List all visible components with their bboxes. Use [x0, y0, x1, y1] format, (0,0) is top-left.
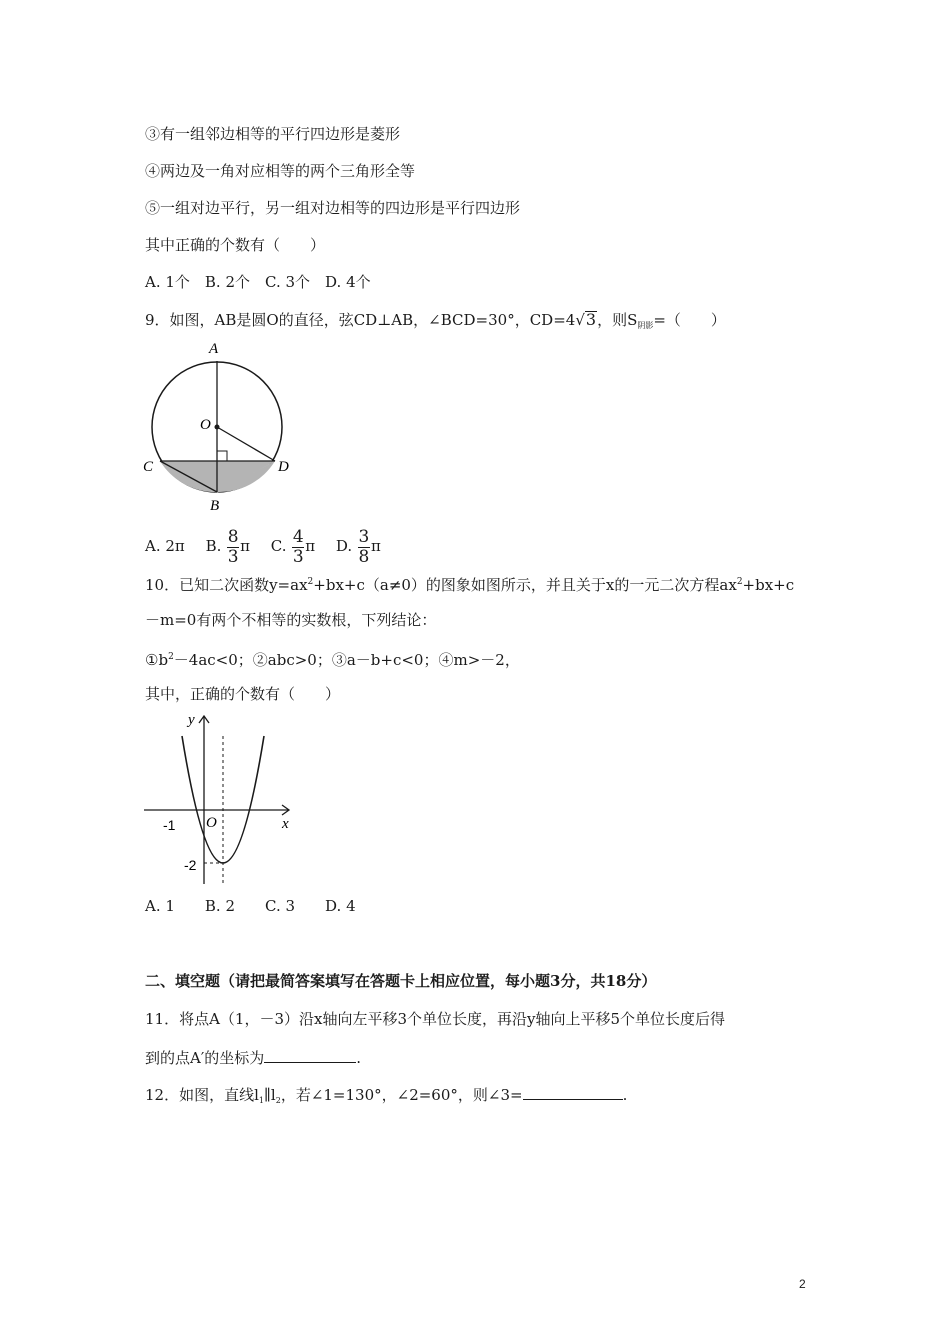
label-neg2: -2 [184, 857, 197, 873]
pi-c: π [305, 537, 316, 555]
q9-frac-c [292, 526, 304, 567]
q10-parabola-figure [140, 708, 300, 888]
frac-den: 3 [292, 546, 304, 567]
label-origin: O [206, 815, 217, 831]
q12-b: ∥l [263, 1086, 276, 1104]
label-b: B [210, 498, 220, 514]
q11-period: . [356, 1049, 362, 1067]
center-dot [215, 425, 220, 430]
pi-b: π [240, 537, 250, 555]
label-d: D [278, 459, 289, 475]
q10-line-2: －m=0有两个不相等的实数根，下列结论： [145, 611, 437, 629]
q10-l3-a: ①b [145, 651, 169, 669]
q10-line-4: 其中，正确的个数有（ ） [145, 685, 341, 703]
statement-4: ④两边及一角对应相等的两个三角形全等 [145, 162, 416, 180]
q9-options [145, 526, 381, 566]
q10-line-1 [145, 572, 794, 595]
q10-options: A. 1 B. 2 C. 3 D. 4 [145, 897, 356, 915]
q10-l1-c: +bx+c [742, 576, 795, 594]
sub-2: 2 [275, 1096, 281, 1105]
frac-num: 4 [292, 526, 304, 547]
q11-l2-text: 到的点A′的坐标为 [145, 1049, 265, 1067]
frac-den: 3 [227, 546, 239, 567]
q9-option-b-label: B. [205, 537, 222, 555]
q11-line-2 [145, 1046, 361, 1068]
q9-stem-a: 9．如图，AB是圆O的直径，弦CD⊥AB，∠BCD=30°，CD=4 [145, 311, 576, 329]
q9-stem [145, 310, 726, 336]
pi-d: π [370, 537, 381, 555]
label-x: x [282, 816, 289, 832]
label-y: y [188, 712, 195, 728]
q12-c: ，若∠1=130°，∠2=60°，则∠3= [280, 1086, 523, 1104]
q10-line-3 [145, 647, 520, 670]
sub-1: 1 [258, 1096, 264, 1105]
label-c: C [143, 459, 154, 475]
q9-circle-figure [140, 335, 300, 515]
section2-heading: 二、填空题（请把最简答案填写在答题卡上相应位置，每小题3分，共18分） [145, 972, 657, 990]
frac-num: 3 [358, 526, 370, 547]
label-neg1: -1 [163, 817, 176, 833]
q9-stem-b: ，则S [597, 311, 638, 329]
q11-answer-blank[interactable] [264, 1046, 356, 1063]
q12-period: . [622, 1086, 628, 1104]
segment-od [217, 427, 275, 461]
q10-l1-a: 10．已知二次函数y=ax [145, 576, 308, 594]
q12-answer-blank[interactable] [523, 1083, 623, 1100]
q9-frac-b [227, 526, 239, 567]
q9-frac-d [358, 526, 370, 567]
q9-option-c-label: C. [270, 537, 287, 555]
q10-l3-b: －4ac<0；②abc>0；③a－b+c<0；④m>－2， [173, 651, 520, 669]
q9-sqrt-arg: 3 [585, 310, 597, 329]
sup-2: 2 [307, 577, 314, 587]
statement-5: ⑤一组对边平行，另一组对边相等的四边形是平行四边形 [145, 199, 521, 217]
frac-den: 8 [358, 546, 370, 567]
q9-option-a: A. 2π [145, 537, 185, 555]
q9-sub: 阴影 [637, 321, 654, 330]
q12-line [145, 1083, 627, 1111]
q9-stem-c: =（ ） [653, 311, 726, 329]
statement-3: ③有一组邻边相等的平行四边形是菱形 [145, 125, 401, 143]
q12-a: 12．如图，直线l [145, 1086, 259, 1104]
q8-options: A. 1个 B. 2个 C. 3个 D. 4个 [145, 273, 371, 291]
frac-num: 8 [227, 526, 239, 547]
q10-l1-b: +bx+c（a≠0）的图象如图所示，并且关于x的一元二次方程ax [313, 576, 737, 594]
q11-line-1: 11．将点A（1，－3）沿x轴向左平移3个单位长度，再沿y轴向上平移5个单位长度后得 [145, 1010, 726, 1028]
sqrt-sign: √ [575, 311, 585, 329]
page-number: 2 [799, 1277, 806, 1291]
sup-2: 2 [736, 577, 743, 587]
question-count: 其中正确的个数有（ ） [145, 236, 326, 254]
right-angle-mark [217, 451, 227, 461]
label-o: O [200, 417, 211, 433]
sup-2: 2 [168, 652, 174, 662]
q9-option-d-label: D. [335, 537, 353, 555]
label-a: A [209, 341, 219, 357]
